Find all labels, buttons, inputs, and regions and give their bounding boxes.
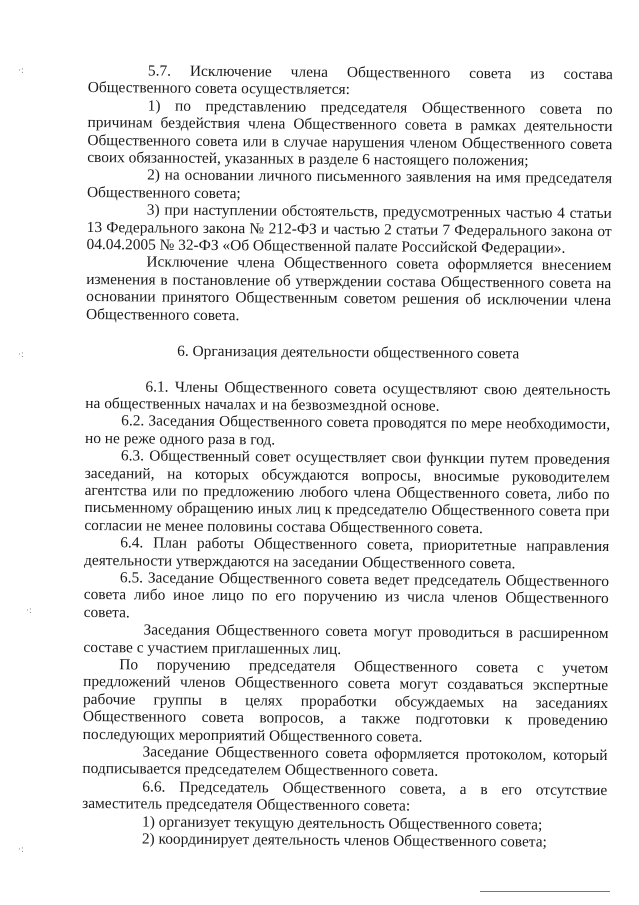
paragraph-6-4: 6.4. План работы Общественного совета, приоритетные направления деятельности утверждаются на заседании Общественного совета. bbox=[84, 534, 610, 572]
paragraph-6-6: 6.6. Председатель Общественного совета, а в его отсутствие заместитель председателя Общественного совета: bbox=[82, 778, 608, 815]
paragraph-5-7-item-3: 3) при наступлении обстоятельств, предусмотренных частью 4 статьи 13 Федерального закона № 212-ФЗ и частью 2 статьи 7 Федерального закона от 04.04.2005 № 32-ФЗ «Об Общественной палате Российской Федерации». bbox=[86, 201, 612, 257]
margin-mark: ·: bbox=[26, 606, 32, 616]
paragraph-5-7-item-1: 1) по представлению председателя Общественного совета по причинам бездействия члена Общественного совета в рамках деятельности Общественного совета или в случае нарушения членом Общественного совета своих обязанностей, указанных в разделе 6 настоящего положения; bbox=[87, 97, 613, 170]
paragraph-5-7: 5.7. Исключение члена Общественного совета из состава Общественного совета осуществляется: bbox=[87, 62, 613, 99]
paragraph-exclusion: Исключение члена Общественного совета оформляется внесением изменения в постановление об утверждении состава Общественного совета на основании принятого Общественным советом решения об исключении члена Общественного совета. bbox=[85, 253, 612, 324]
section-heading: 6. Организация деятельности общественного совета bbox=[177, 342, 520, 363]
paragraph-5-7-item-2: 2) на основании личного письменного заявления на имя председателя Общественного совета; bbox=[86, 166, 613, 203]
paragraph-protocol: Заседание Общественного совета оформляется протоколом, который подписывается председателем Общественного совета. bbox=[82, 743, 608, 781]
margin-mark: ·: bbox=[18, 66, 24, 76]
paragraph-6-2: 6.2. Заседания Общественного совета проводятся по мере необходимости, но не реже одного раза в год. bbox=[84, 412, 611, 449]
paragraph-6-6-item-1: 1) организует текущую деятельность Общественного совета; bbox=[141, 813, 543, 834]
paragraph-6-6-item-2: 2) координирует деятельность членов Общественного совета; bbox=[141, 830, 547, 851]
bottom-rule bbox=[480, 891, 610, 892]
paragraph-extended: Заседания Общественного совета могут проводиться в расширенном составе с участием приглашенных лиц. bbox=[83, 621, 609, 658]
margin-mark: ·: bbox=[18, 350, 24, 360]
paragraph-expert-groups: По поручению председателя Общественного совета с учетом предложений членов Общественного совета могут создаваться экспертные рабочие группы в целях проработки обсуждаемых на заседаниях Общественного совета вопросов, а также подготовки к проведению последующих мероприятий Общественного совета. bbox=[82, 656, 609, 746]
paragraph-6-1: 6.1. Члены Общественного совета осуществляют свою деятельность на общественных началах и на безвозмездной основе. bbox=[85, 377, 611, 415]
margin-mark: ·: bbox=[18, 845, 24, 855]
paragraph-6-5: 6.5. Заседание Общественного совета ведет председатель Общественного совета либо иное лицо по его поручению из числа членов Общественного совета. bbox=[83, 569, 610, 622]
document-body bbox=[82, 62, 613, 852]
paragraph-6-3: 6.3. Общественный совет осуществляет свои функции путем проведения заседаний, на которых обсуждаются вопросы, вносимые руководителем агентства или по предложению любого члена Общественного совета, либо по письменному обращению иных лиц к председателю Общественного совета при согласии не менее половины состава Общественного совета. bbox=[84, 447, 610, 537]
